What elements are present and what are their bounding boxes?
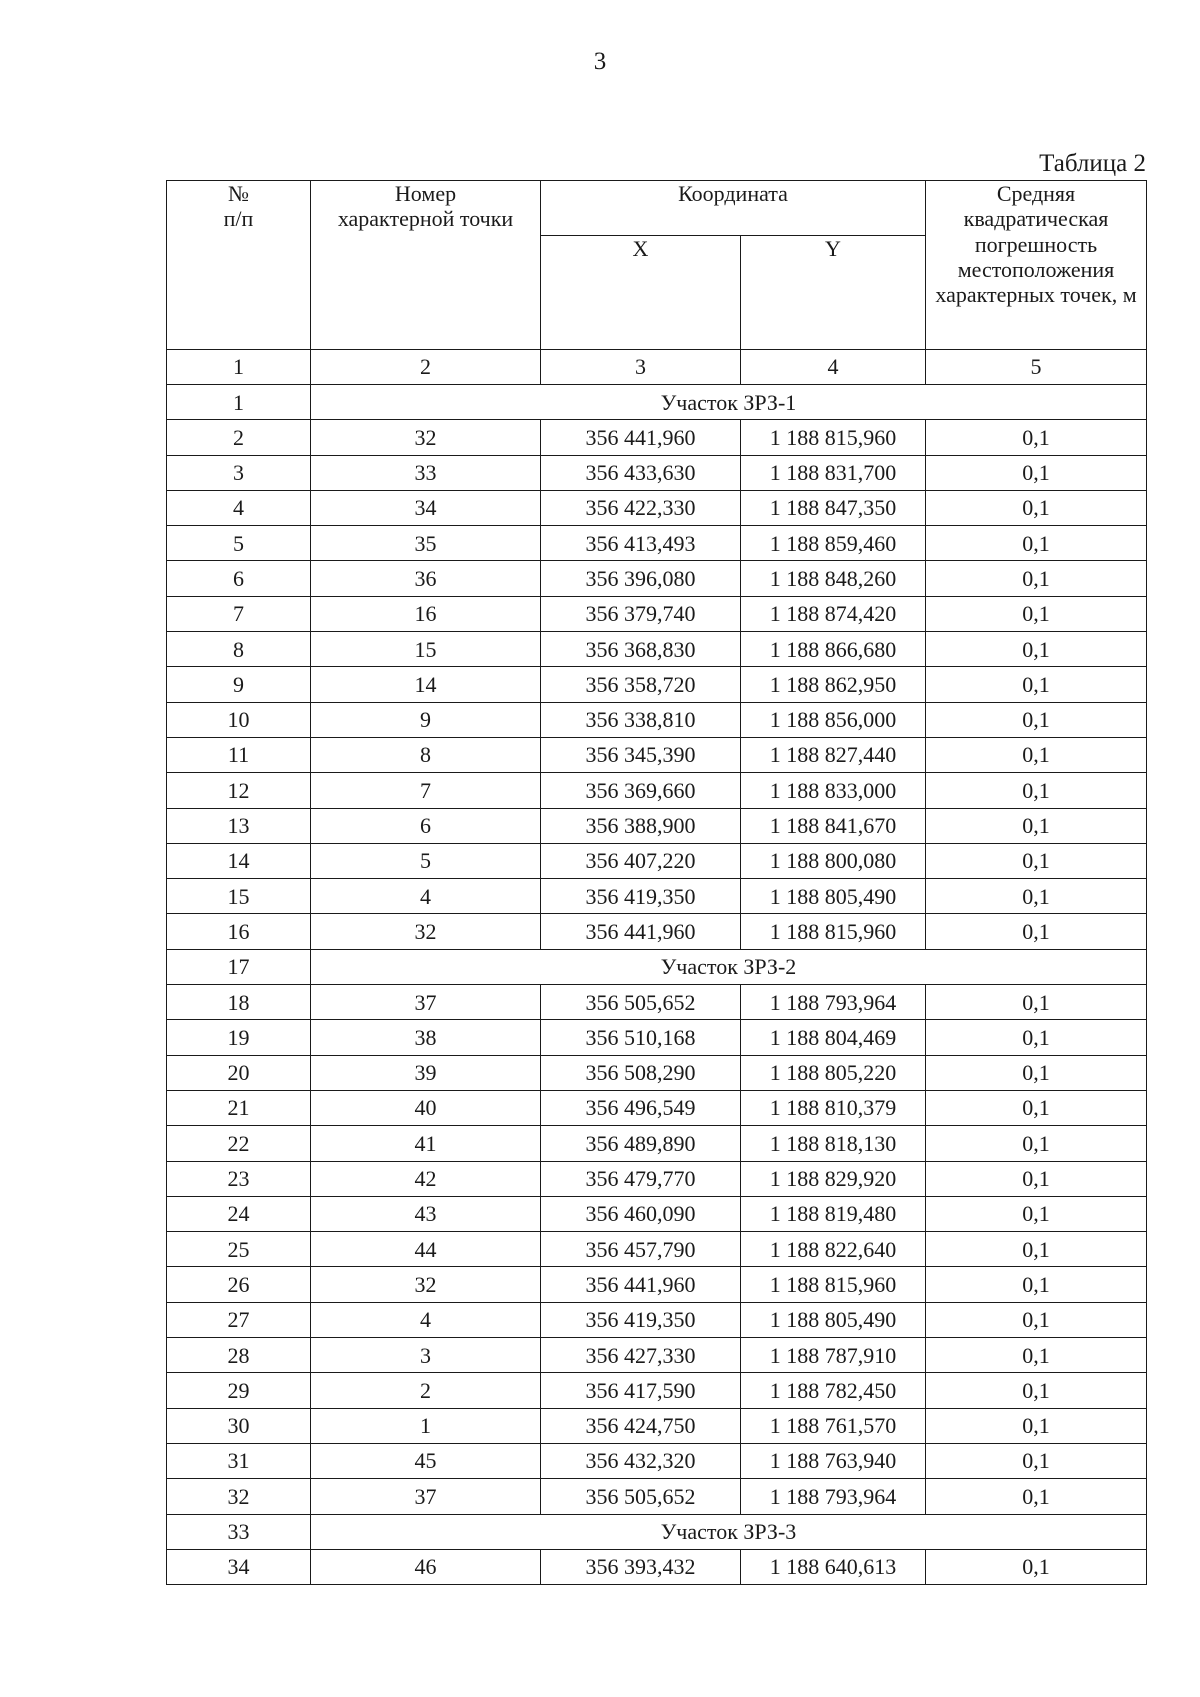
y-coordinate-cell: 1 188 805,490 (741, 879, 926, 914)
column-number: 4 (741, 350, 926, 385)
error-cell: 0,1 (926, 1020, 1147, 1055)
table-row (167, 1408, 1147, 1443)
point-number-cell: 9 (311, 702, 541, 737)
point-number-cell: 42 (311, 1161, 541, 1196)
table-row (167, 879, 1147, 914)
x-coordinate-cell: 356 441,960 (541, 1267, 741, 1302)
table-row (167, 773, 1147, 808)
point-number-cell: 4 (311, 1302, 541, 1337)
section-row (167, 1514, 1147, 1549)
y-coordinate-cell: 1 188 800,080 (741, 843, 926, 878)
header-y: Y (741, 236, 926, 350)
x-coordinate-cell: 356 345,390 (541, 737, 741, 772)
row-number-cell: 27 (167, 1302, 311, 1337)
row-number-cell: 24 (167, 1196, 311, 1231)
point-number-cell: 43 (311, 1196, 541, 1231)
x-coordinate-cell: 356 393,432 (541, 1549, 741, 1584)
row-number-cell: 14 (167, 843, 311, 878)
y-coordinate-cell: 1 188 833,000 (741, 773, 926, 808)
y-coordinate-cell: 1 188 862,950 (741, 667, 926, 702)
column-number: 1 (167, 350, 311, 385)
y-coordinate-cell: 1 188 815,960 (741, 420, 926, 455)
error-cell: 0,1 (926, 1443, 1147, 1478)
row-number-cell: 22 (167, 1126, 311, 1161)
y-coordinate-cell: 1 188 805,490 (741, 1302, 926, 1337)
error-cell: 0,1 (926, 561, 1147, 596)
error-cell: 0,1 (926, 1196, 1147, 1231)
row-number-cell: 28 (167, 1338, 311, 1373)
row-number-cell: 2 (167, 420, 311, 455)
row-number-cell: 8 (167, 632, 311, 667)
x-coordinate-cell: 356 419,350 (541, 1302, 741, 1337)
error-cell: 0,1 (926, 1090, 1147, 1125)
error-cell: 0,1 (926, 1267, 1147, 1302)
column-number: 2 (311, 350, 541, 385)
y-coordinate-cell: 1 188 763,940 (741, 1443, 926, 1478)
table-row (167, 1338, 1147, 1373)
row-number-cell: 20 (167, 1055, 311, 1090)
point-number-cell: 37 (311, 1479, 541, 1514)
y-coordinate-cell: 1 188 822,640 (741, 1232, 926, 1267)
table-row (167, 490, 1147, 525)
point-number-cell: 45 (311, 1443, 541, 1478)
column-numbers-row (167, 350, 1147, 385)
table-row (167, 667, 1147, 702)
error-cell: 0,1 (926, 1232, 1147, 1267)
point-number-cell: 34 (311, 490, 541, 525)
table-caption: Таблица 2 (1039, 150, 1146, 177)
y-coordinate-cell: 1 188 804,469 (741, 1020, 926, 1055)
row-number-cell: 31 (167, 1443, 311, 1478)
table-row (167, 1161, 1147, 1196)
header-error: Средняя квадратическая погрешность местоположения характерных точек, м (926, 181, 1147, 350)
row-number-cell: 4 (167, 490, 311, 525)
error-cell: 0,1 (926, 1161, 1147, 1196)
x-coordinate-cell: 356 358,720 (541, 667, 741, 702)
row-number-cell: 18 (167, 985, 311, 1020)
row-number-cell: 11 (167, 737, 311, 772)
error-cell: 0,1 (926, 843, 1147, 878)
x-coordinate-cell: 356 508,290 (541, 1055, 741, 1090)
x-coordinate-cell: 356 379,740 (541, 596, 741, 631)
row-number-cell: 15 (167, 879, 311, 914)
y-coordinate-cell: 1 188 640,613 (741, 1549, 926, 1584)
point-number-cell: 44 (311, 1232, 541, 1267)
error-cell: 0,1 (926, 1408, 1147, 1443)
y-coordinate-cell: 1 188 874,420 (741, 596, 926, 631)
x-coordinate-cell: 356 441,960 (541, 914, 741, 949)
y-coordinate-cell: 1 188 787,910 (741, 1338, 926, 1373)
row-number-cell: 6 (167, 561, 311, 596)
point-number-cell: 32 (311, 420, 541, 455)
point-number-cell: 38 (311, 1020, 541, 1055)
point-number-cell: 32 (311, 1267, 541, 1302)
x-coordinate-cell: 356 396,080 (541, 561, 741, 596)
point-number-cell: 32 (311, 914, 541, 949)
section-title-cell: Участок ЗРЗ-2 (311, 949, 1147, 984)
table-row (167, 1196, 1147, 1231)
section-title-cell: Участок ЗРЗ-1 (311, 385, 1147, 420)
header-point-number: Номер характерной точки (311, 181, 541, 350)
error-cell: 0,1 (926, 1479, 1147, 1514)
x-coordinate-cell: 356 479,770 (541, 1161, 741, 1196)
point-number-cell: 40 (311, 1090, 541, 1125)
point-number-cell: 41 (311, 1126, 541, 1161)
point-number-cell: 4 (311, 879, 541, 914)
x-coordinate-cell: 356 368,830 (541, 632, 741, 667)
y-coordinate-cell: 1 188 815,960 (741, 914, 926, 949)
row-number-cell: 26 (167, 1267, 311, 1302)
table-row (167, 455, 1147, 490)
row-number-cell: 30 (167, 1408, 311, 1443)
column-number: 5 (926, 350, 1147, 385)
table-row (167, 1090, 1147, 1125)
error-cell: 0,1 (926, 808, 1147, 843)
y-coordinate-cell: 1 188 815,960 (741, 1267, 926, 1302)
table-row (167, 1126, 1147, 1161)
table-row (167, 1479, 1147, 1514)
header-coordinate: Координата (541, 181, 926, 236)
error-cell: 0,1 (926, 490, 1147, 525)
error-cell: 0,1 (926, 1302, 1147, 1337)
section-row (167, 949, 1147, 984)
x-coordinate-cell: 356 489,890 (541, 1126, 741, 1161)
error-cell: 0,1 (926, 914, 1147, 949)
point-number-cell: 37 (311, 985, 541, 1020)
table-row (167, 702, 1147, 737)
point-number-cell: 3 (311, 1338, 541, 1373)
x-coordinate-cell: 356 441,960 (541, 420, 741, 455)
page-number: 3 (593, 48, 607, 75)
y-coordinate-cell: 1 188 841,670 (741, 808, 926, 843)
table-row (167, 1549, 1147, 1584)
y-coordinate-cell: 1 188 848,260 (741, 561, 926, 596)
x-coordinate-cell: 356 422,330 (541, 490, 741, 525)
row-number-cell: 16 (167, 914, 311, 949)
error-cell: 0,1 (926, 1549, 1147, 1584)
table-row (167, 632, 1147, 667)
point-number-cell: 15 (311, 632, 541, 667)
error-cell: 0,1 (926, 1338, 1147, 1373)
error-cell: 0,1 (926, 1055, 1147, 1090)
table-row (167, 843, 1147, 878)
error-cell: 0,1 (926, 985, 1147, 1020)
y-coordinate-cell: 1 188 793,964 (741, 1479, 926, 1514)
x-coordinate-cell: 356 413,493 (541, 526, 741, 561)
row-number-cell: 19 (167, 1020, 311, 1055)
table-row (167, 985, 1147, 1020)
error-cell: 0,1 (926, 737, 1147, 772)
x-coordinate-cell: 356 388,900 (541, 808, 741, 843)
section-title-cell: Участок ЗРЗ-3 (311, 1514, 1147, 1549)
error-cell: 0,1 (926, 526, 1147, 561)
point-number-cell: 14 (311, 667, 541, 702)
table-body (167, 385, 1147, 1585)
table-row (167, 526, 1147, 561)
table-row (167, 1055, 1147, 1090)
row-number-cell: 25 (167, 1232, 311, 1267)
row-number-cell: 21 (167, 1090, 311, 1125)
error-cell: 0,1 (926, 632, 1147, 667)
error-cell: 0,1 (926, 702, 1147, 737)
point-number-cell: 33 (311, 455, 541, 490)
y-coordinate-cell: 1 188 847,350 (741, 490, 926, 525)
row-number-cell: 1 (167, 385, 311, 420)
point-number-cell: 2 (311, 1373, 541, 1408)
x-coordinate-cell: 356 457,790 (541, 1232, 741, 1267)
row-number-cell: 5 (167, 526, 311, 561)
y-coordinate-cell: 1 188 818,130 (741, 1126, 926, 1161)
error-cell: 0,1 (926, 455, 1147, 490)
y-coordinate-cell: 1 188 782,450 (741, 1373, 926, 1408)
row-number-cell: 9 (167, 667, 311, 702)
y-coordinate-cell: 1 188 793,964 (741, 985, 926, 1020)
x-coordinate-cell: 356 505,652 (541, 1479, 741, 1514)
table-row (167, 1443, 1147, 1478)
table-row (167, 561, 1147, 596)
row-number-cell: 7 (167, 596, 311, 631)
row-number-cell: 34 (167, 1549, 311, 1584)
row-number-cell: 13 (167, 808, 311, 843)
table-row (167, 808, 1147, 843)
y-coordinate-cell: 1 188 856,000 (741, 702, 926, 737)
column-number: 3 (541, 350, 741, 385)
y-coordinate-cell: 1 188 866,680 (741, 632, 926, 667)
row-number-cell: 32 (167, 1479, 311, 1514)
x-coordinate-cell: 356 417,590 (541, 1373, 741, 1408)
x-coordinate-cell: 356 407,220 (541, 843, 741, 878)
error-cell: 0,1 (926, 420, 1147, 455)
table-row (167, 596, 1147, 631)
table-row (167, 1020, 1147, 1055)
table-row (167, 1373, 1147, 1408)
section-row (167, 385, 1147, 420)
point-number-cell: 16 (311, 596, 541, 631)
x-coordinate-cell: 356 338,810 (541, 702, 741, 737)
table-row (167, 914, 1147, 949)
point-number-cell: 5 (311, 843, 541, 878)
row-number-cell: 17 (167, 949, 311, 984)
error-cell: 0,1 (926, 667, 1147, 702)
point-number-cell: 39 (311, 1055, 541, 1090)
y-coordinate-cell: 1 188 827,440 (741, 737, 926, 772)
table-row (167, 737, 1147, 772)
table-row (167, 420, 1147, 455)
y-coordinate-cell: 1 188 810,379 (741, 1090, 926, 1125)
error-cell: 0,1 (926, 879, 1147, 914)
x-coordinate-cell: 356 432,320 (541, 1443, 741, 1478)
x-coordinate-cell: 356 496,549 (541, 1090, 741, 1125)
x-coordinate-cell: 356 460,090 (541, 1196, 741, 1231)
row-number-cell: 23 (167, 1161, 311, 1196)
x-coordinate-cell: 356 369,660 (541, 773, 741, 808)
error-cell: 0,1 (926, 1373, 1147, 1408)
x-coordinate-cell: 356 424,750 (541, 1408, 741, 1443)
y-coordinate-cell: 1 188 805,220 (741, 1055, 926, 1090)
y-coordinate-cell: 1 188 761,570 (741, 1408, 926, 1443)
row-number-cell: 3 (167, 455, 311, 490)
table-row (167, 1267, 1147, 1302)
x-coordinate-cell: 356 427,330 (541, 1338, 741, 1373)
point-number-cell: 7 (311, 773, 541, 808)
point-number-cell: 8 (311, 737, 541, 772)
table-row (167, 1232, 1147, 1267)
error-cell: 0,1 (926, 1126, 1147, 1161)
point-number-cell: 6 (311, 808, 541, 843)
y-coordinate-cell: 1 188 831,700 (741, 455, 926, 490)
point-number-cell: 1 (311, 1408, 541, 1443)
row-number-cell: 12 (167, 773, 311, 808)
coordinates-table (166, 180, 1147, 1585)
point-number-cell: 46 (311, 1549, 541, 1584)
row-number-cell: 33 (167, 1514, 311, 1549)
row-number-cell: 29 (167, 1373, 311, 1408)
y-coordinate-cell: 1 188 829,920 (741, 1161, 926, 1196)
error-cell: 0,1 (926, 773, 1147, 808)
y-coordinate-cell: 1 188 819,480 (741, 1196, 926, 1231)
table-row (167, 1302, 1147, 1337)
point-number-cell: 35 (311, 526, 541, 561)
point-number-cell: 36 (311, 561, 541, 596)
y-coordinate-cell: 1 188 859,460 (741, 526, 926, 561)
x-coordinate-cell: 356 433,630 (541, 455, 741, 490)
error-cell: 0,1 (926, 596, 1147, 631)
x-coordinate-cell: 356 419,350 (541, 879, 741, 914)
header-x: X (541, 236, 741, 350)
x-coordinate-cell: 356 510,168 (541, 1020, 741, 1055)
header-row-number: № п/п (167, 181, 311, 350)
x-coordinate-cell: 356 505,652 (541, 985, 741, 1020)
row-number-cell: 10 (167, 702, 311, 737)
